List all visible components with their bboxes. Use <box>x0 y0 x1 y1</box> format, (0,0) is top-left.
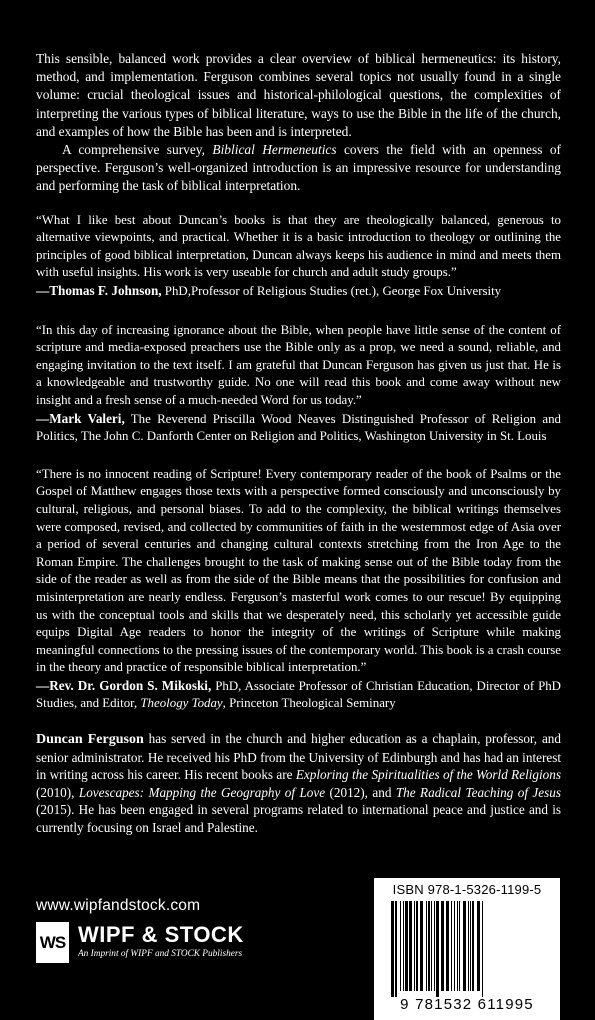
author-name: Duncan Ferguson <box>36 732 144 748</box>
publisher-logo-icon: WS <box>36 922 69 963</box>
publisher-name: WIPF & STOCK <box>78 922 244 947</box>
endorser-name: —Mark Valeri, <box>36 410 125 426</box>
barcode-digits: 9 781532 611995 <box>400 996 534 1013</box>
publisher-imprint: An Imprint of WIPF and STOCK Publishers <box>78 949 243 959</box>
endorsement-text: “In this day of increasing ignorance about the Bible, when people have little sense of the content of scripture and media-exposed preachers use the Bible only as a prop, we need a sound, reliable, and engaging invitation to the text itself. I am grateful that Duncan Ferguson has given us just that. He is a knowledgeable and trustworthy guide. No one will read this book and come away without new insight and a fresh sense of a much-needed Word for us today.” <box>36 322 561 407</box>
description-paragraph-2: A comprehensive survey, Biblical Hermeneutics covers the field with an openness of perspective. Ferguson’s well-organized introduction is an impressive resource for understanding and performing the task of biblical interpretation. <box>36 142 561 194</box>
endorsement-3 <box>36 466 561 713</box>
endorsement-2 <box>36 322 561 446</box>
author-bio <box>36 730 561 837</box>
endorsement-text: “What I like best about Duncan’s books is that they are theologically balanced, generous to alternative viewpoints, and practical. Whether it is a basic introduction to theology or outlining the principles of good biblical interpretation, Duncan always keeps his audience in mind and meets them with useful insights. His work is very useable for church and adult study groups.” <box>36 212 561 280</box>
endorser-name: —Thomas F. Johnson, <box>36 283 162 298</box>
endorser-name: —Rev. Dr. Gordon S. Mikoski, <box>36 677 212 693</box>
description <box>36 50 561 196</box>
barcode-icon <box>387 901 547 997</box>
endorsement-attribution: —Rev. Dr. Gordon S. Mikoski, PhD, Associate Professor of Christian Education, Director of PhD Studies, and Editor, Theology Today, Princeton Theological Seminary <box>36 677 561 711</box>
isbn-label: ISBN 978-1-5326-1199-5 <box>392 882 542 897</box>
endorsement-attribution: —Mark Valeri, The Reverend Priscilla Wood Neaves Distinguished Professor of Religion and Politics, The John C. Danforth Center on Religion and Politics, Washington University in St. Louis <box>36 410 561 444</box>
endorsement-text: “There is no innocent reading of Scripture! Every contemporary reader of the book of Psalms or the Gospel of Matthew engages those texts with a perspective formed consciously and unconsciously by cultural, religious, and personal biases. To add to the complexity, the biblical writings themselves were composed, revised, and collected by communities of faith in the westernmost edge of Asia over a period of several centuries and changing cultural contexts stretching from the Iron Age to the Roman Empire. The challenges brought to the task of making sense out of the Bible today from the side of the reader as well as from the side of the Bible means that the possibilities for confusion and misinterpretation are nearly endless. Ferguson’s masterful work comes to our rescue! By equipping us with the conceptual tools and skills that we desperately need, this scholarly yet accessible guide equips Digital Age readers to honor the integrity of the writings of Scripture while making meaningful connections to the pressing issues of the contemporary world. This book is a crash course in the theory and practice of responsible biblical interpretation.” <box>36 466 561 675</box>
book-title: Biblical Hermeneutics <box>212 142 337 158</box>
description-paragraph-1: This sensible, balanced work provides a clear overview of biblical hermeneutics: its history, method, and implementation. Ferguson combines several topics not usually found in a single volume: crucial theological issues and historical-philological questions, the complexities of interpreting the various types of biblical literature, ways to use the Bible in the life of the church, and examples of how the Bible has been and is interpreted. <box>36 51 561 139</box>
publisher-website[interactable]: www.wipfandstock.com <box>36 897 201 914</box>
publisher-block <box>36 922 306 966</box>
endorsement-attribution: —Thomas F. Johnson, PhD,Professor of Religious Studies (ret.), George Fox University <box>36 283 502 298</box>
barcode-panel <box>374 878 560 1020</box>
endorsement-1 <box>36 212 561 301</box>
back-cover-text <box>36 50 561 837</box>
author-bio-text: Duncan Ferguson has served in the church and higher education as a chaplain, professor, and senior administrator. He received his PhD from the University of Edinburgh and has had an interest in writing across his career. His recent books are Exploring the Spiritualities of the World Religions (2010), Lovescapes: Mapping the Geography of Love (2012), and The Radical Teaching of Jesus (2015). He has been engaged in several programs related to international peace and justice and is currently focusing on Israel and Palestine. <box>36 731 561 836</box>
